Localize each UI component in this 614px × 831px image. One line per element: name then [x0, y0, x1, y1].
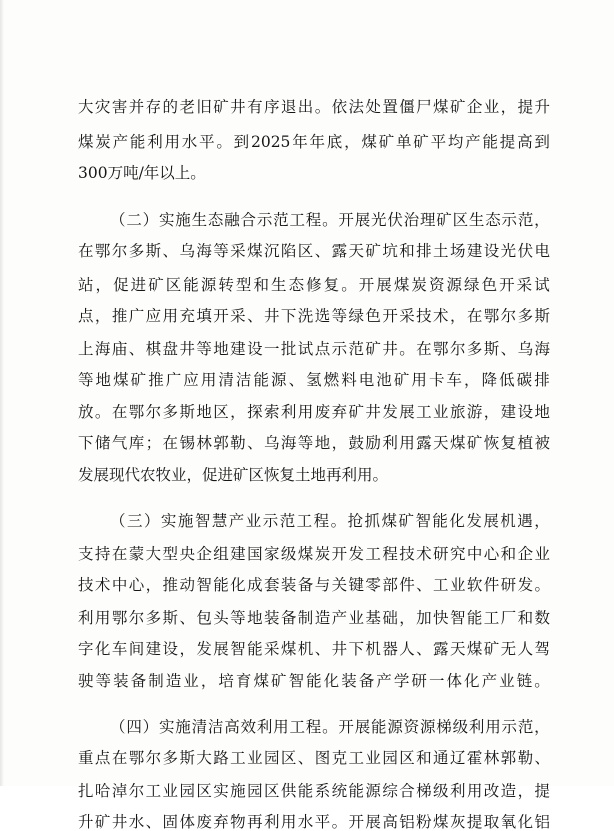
text-line: 驶 等 装 备 制 造 业 ， 培 育 煤 矿 智 能 化 装 备 产 学 研 一 体 化 产 业 链 。	[78, 672, 550, 690]
text-line: 点 ， 推 广 应 用 充 填 开 采 、 井 下 洗 选 等 绿 色 开 采 技 术 ， 在 鄂 尔 多 斯	[78, 307, 550, 325]
text-line: 下 储 气 库 ； 在 锡 林 郭 勒 、 乌 海 等 地 ， 鼓 励 利 用 露 天 煤 矿 恢 复 植 被	[78, 434, 550, 452]
text-line: 在 鄂 尔 多 斯 、 乌 海 等 采 煤 沉 陷 区 、 露 天 矿 坑 和 排 土 场 建 设 光 伏 电	[78, 242, 550, 260]
text-line: （ 三 ） 实 施 智 慧 产 业 示 范 工 程 。 抢 抓 煤 矿 智 能 化 发 展 机 遇 ，	[110, 512, 550, 530]
text-line: 大 灾 害 并 存 的 老 旧 矿 井 有 序 退 出 。 依 法 处 置 僵 尸 煤 矿 企 业 ， 提 升	[78, 98, 550, 116]
text-line: 发展现代农牧业，促进矿区恢复土地再利用。	[78, 466, 389, 484]
text-line: （ 二 ） 实 施 生 态 融 合 示 范 工 程 。 开 展 光 伏 治 理 矿 区 生 态 示 范 ，	[110, 211, 550, 229]
text-line: 技 术 中 心 ， 推 动 智 能 化 成 套 装 备 与 关 键 零 部 件 、 工 业 软 件 研 发 。	[78, 576, 550, 594]
text-line: 等 地 煤 矿 推 广 应 用 清 洁 能 源 、 氢 燃 料 电 池 矿 用 卡 车 ， 降 低 碳 排	[78, 371, 550, 389]
text-line: 300万吨/年以上。	[78, 164, 206, 182]
text-line: （ 四 ） 实 施 清 洁 高 效 利 用 工 程 。 开 展 能 源 资 源 梯 级 利 用 示 范 ，	[110, 718, 550, 736]
text-line: 放 。 在 鄂 尔 多 斯 地 区 ， 探 索 利 用 废 弃 矿 井 发 展 工 业 旅 游 ， 建 设 地	[78, 403, 550, 421]
text-line: 升 矿 井 水 、 固 体 废 弃 物 再 利 用 水 平 。 开 展 高 铝 粉 煤 灰 提 取 氧 化 铝	[78, 813, 550, 831]
text-line: 煤 炭 产 能 利 用 水 平 。 到 2025 年 年 底 ， 煤 矿 单 矿 平 均 产 能 提 高 到	[78, 133, 550, 151]
text-line: 站 ， 促 进 矿 区 能 源 转 型 和 生 态 修 复 。 开 展 煤 炭 资 源 绿 色 开 采 试	[78, 276, 550, 294]
text-line: 支 持 在 蒙 大 型 央 企 组 建 国 家 级 煤 炭 开 发 工 程 技 术 研 究 中 心 和 企 业	[78, 545, 550, 563]
text-line: 上 海 庙 、 棋 盘 井 等 地 建 设 一 批 试 点 示 范 矿 井 。 在 鄂 尔 多 斯 、 乌 海	[78, 340, 550, 358]
text-line: 利 用 鄂 尔 多 斯 、 包 头 等 地 装 备 制 造 产 业 基 础 ， 加 快 智 能 工 厂 和 数	[78, 609, 550, 627]
text-line: 扎 哈 淖 尔 工 业 园 区 实 施 园 区 供 能 系 统 能 源 综 合 梯 级 利 用 改 造 ， 提	[78, 782, 550, 800]
text-line: 重 点 在 鄂 尔 多 斯 大 路 工 业 园 区 、 图 克 工 业 园 区 和 通 辽 霍 林 郭 勒 、	[78, 749, 550, 767]
text-line: 字 化 车 间 建 设 ， 发 展 智 能 采 煤 机 、 井 下 机 器 人 、 露 天 煤 矿 无 人 驾	[78, 640, 550, 658]
